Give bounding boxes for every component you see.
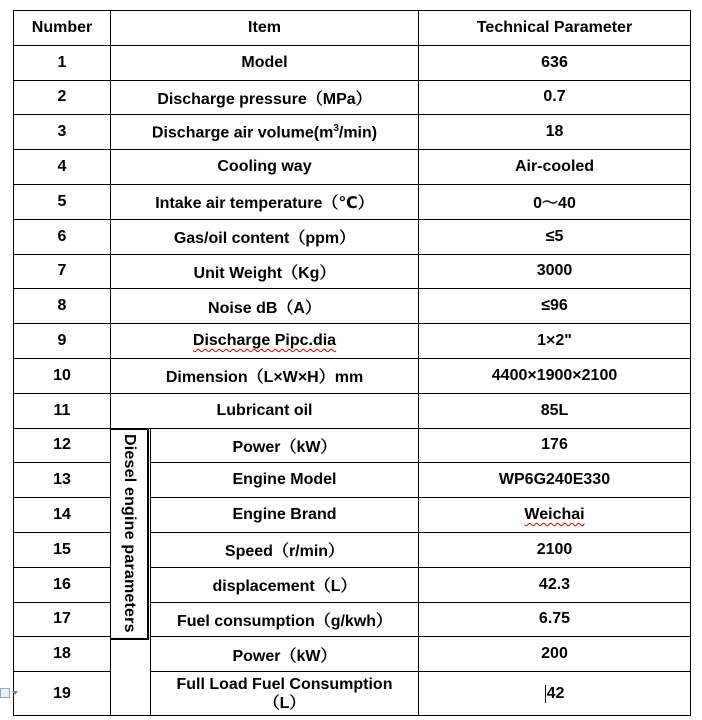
header-item: Item <box>111 11 419 46</box>
row-value: 4400×1900×2100 <box>419 358 691 393</box>
row-value-text: 42 <box>546 684 565 702</box>
row-item <box>111 324 419 359</box>
diesel-engine-group-cell <box>111 428 151 716</box>
row-item: Noise dB（A） <box>111 289 419 324</box>
diesel-engine-parameters-label: Diesel engine parameters <box>121 434 138 633</box>
row-number: 19 <box>14 672 111 716</box>
text-cursor <box>545 685 546 703</box>
row-item: Gas/oil content（ppm） <box>111 219 419 254</box>
row-item: Speed（r/min） <box>151 532 419 567</box>
table-row <box>14 150 691 185</box>
row-item-text-tail: /min) <box>338 123 378 141</box>
header-number: Number <box>14 11 111 46</box>
row-value: 0.7 <box>419 80 691 115</box>
row-value: 18 <box>419 115 691 150</box>
row-item: Engine Model <box>151 463 419 498</box>
row-item-text: Discharge air volume(m <box>151 123 334 141</box>
row-item-line1: Full Load Fuel Consumption <box>176 675 393 693</box>
row-value: 1×2" <box>419 324 691 359</box>
row-item-text: Discharge Pipc.dia <box>192 332 337 350</box>
row-item-multiline <box>177 675 393 713</box>
technical-parameter-table <box>13 10 691 716</box>
row-number: 4 <box>14 150 111 185</box>
row-item: Lubricant oil <box>111 393 419 428</box>
row-number: 8 <box>14 289 111 324</box>
row-item: displacement（L） <box>151 567 419 602</box>
row-number: 17 <box>14 602 111 637</box>
row-value: ≤96 <box>419 289 691 324</box>
row-value-text: Weichai <box>524 506 585 524</box>
row-item: Cooling way <box>111 150 419 185</box>
row-item: Fuel consumption（g/kwh） <box>151 602 419 637</box>
row-number: 6 <box>14 219 111 254</box>
row-item: Power（kW） <box>151 637 419 672</box>
row-item: Power（kW） <box>151 428 419 463</box>
row-item <box>111 115 419 150</box>
dropdown-arrow-icon <box>12 691 18 695</box>
row-item: Unit Weight（Kg） <box>111 254 419 289</box>
row-value: 636 <box>419 45 691 80</box>
row-number: 2 <box>14 80 111 115</box>
row-number: 7 <box>14 254 111 289</box>
row-item-line2: （L） <box>263 694 306 712</box>
row-value <box>419 498 691 533</box>
row-number: 13 <box>14 463 111 498</box>
row-value: 0～40 <box>419 184 691 219</box>
row-number: 1 <box>14 45 111 80</box>
row-number: 3 <box>14 115 111 150</box>
row-number: 10 <box>14 358 111 393</box>
table-row <box>14 45 691 80</box>
row-item <box>111 80 419 115</box>
row-value: 176 <box>419 428 691 463</box>
table-row <box>14 289 691 324</box>
row-number: 14 <box>14 498 111 533</box>
table-row <box>14 80 691 115</box>
row-item-text: Discharge pressure（MPa） <box>157 90 372 108</box>
table-row <box>14 184 691 219</box>
row-value: 42.3 <box>419 567 691 602</box>
table-row <box>14 358 691 393</box>
row-item: Dimension（L×W×H）mm <box>111 358 419 393</box>
diesel-engine-label-box <box>111 428 150 640</box>
row-value: WP6G240E330 <box>419 463 691 498</box>
row-value: 2100 <box>419 532 691 567</box>
row-value: 85L <box>419 393 691 428</box>
row-value: 6.75 <box>419 602 691 637</box>
table-row <box>14 115 691 150</box>
table-row <box>14 254 691 289</box>
superscript-3: 3 <box>333 122 339 134</box>
table-row <box>14 219 691 254</box>
table-handle-icon <box>0 688 10 698</box>
row-item <box>151 672 419 716</box>
row-item: Engine Brand <box>151 498 419 533</box>
row-number: 11 <box>14 393 111 428</box>
row-number: 9 <box>14 324 111 359</box>
row-number: 12 <box>14 428 111 463</box>
table-row <box>14 428 691 463</box>
table-options-icon[interactable] <box>0 686 24 700</box>
row-value <box>419 672 691 716</box>
row-value: Air-cooled <box>419 150 691 185</box>
row-value: 200 <box>419 637 691 672</box>
header-row <box>14 11 691 46</box>
table-row <box>14 324 691 359</box>
row-value: ≤5 <box>419 219 691 254</box>
row-number: 18 <box>14 637 111 672</box>
row-number: 5 <box>14 184 111 219</box>
row-item: Intake air temperature（℃） <box>111 184 419 219</box>
row-value: 3000 <box>419 254 691 289</box>
table-row <box>14 393 691 428</box>
row-number: 16 <box>14 567 111 602</box>
header-technical-parameter: Technical Parameter <box>419 11 691 46</box>
row-item: Model <box>111 45 419 80</box>
row-number: 15 <box>14 532 111 567</box>
